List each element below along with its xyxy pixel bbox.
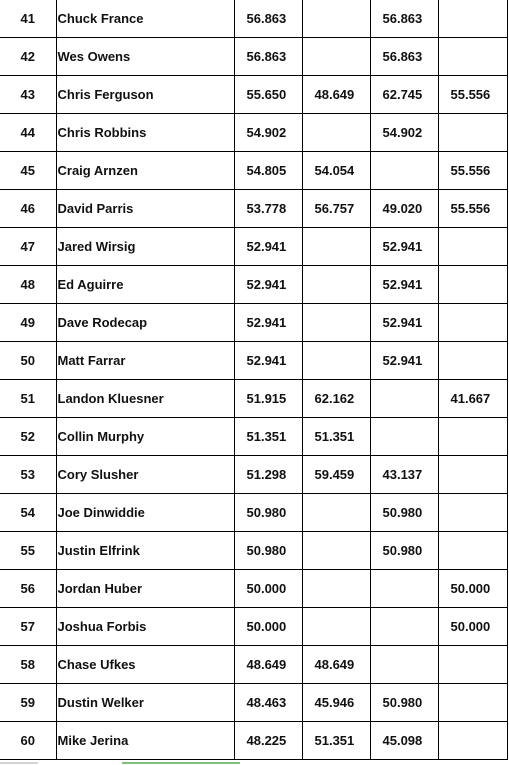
player-name-cell[interactable]: Mike Jerina (56, 722, 234, 760)
score-col-4-cell[interactable]: 55.556 (438, 152, 507, 190)
table-row (0, 418, 507, 456)
table-row (0, 684, 507, 722)
score-col-4-cell[interactable] (438, 684, 507, 722)
table-row (0, 266, 507, 304)
score-col-2-cell[interactable]: 45.946 (302, 684, 370, 722)
score-col-4-cell[interactable]: 41.667 (438, 380, 507, 418)
sheet-bottom-edge (0, 761, 509, 765)
player-name-cell[interactable]: Justin Elfrink (56, 532, 234, 570)
score-col-2-cell[interactable]: 54.054 (302, 152, 370, 190)
score-col-2-cell[interactable] (302, 266, 370, 304)
score-col-4-cell[interactable] (438, 342, 507, 380)
total-score-cell[interactable]: 55.650 (234, 76, 302, 114)
score-col-4-cell[interactable]: 55.556 (438, 76, 507, 114)
score-col-2-cell[interactable]: 62.162 (302, 380, 370, 418)
total-score-cell[interactable]: 56.863 (234, 38, 302, 76)
score-col-2-cell[interactable]: 51.351 (302, 722, 370, 760)
score-col-4-cell[interactable]: 50.000 (438, 608, 507, 646)
score-col-2-cell[interactable] (302, 304, 370, 342)
table-row (0, 570, 507, 608)
score-col-2-cell[interactable] (302, 114, 370, 152)
score-col-3-cell[interactable]: 52.941 (370, 304, 438, 342)
score-col-4-cell[interactable] (438, 532, 507, 570)
player-name-cell[interactable]: Chase Ufkes (56, 646, 234, 684)
player-name-cell[interactable]: Ed Aguirre (56, 266, 234, 304)
total-score-cell[interactable]: 50.980 (234, 532, 302, 570)
total-score-cell[interactable]: 54.902 (234, 114, 302, 152)
player-name-cell[interactable]: Chris Ferguson (56, 76, 234, 114)
score-col-3-cell[interactable]: 52.941 (370, 228, 438, 266)
rank-cell[interactable]: 51 (0, 380, 56, 418)
total-score-cell[interactable]: 56.863 (234, 0, 302, 38)
score-col-3-cell[interactable]: 54.902 (370, 114, 438, 152)
table-row (0, 76, 507, 114)
player-name-cell[interactable]: Cory Slusher (56, 456, 234, 494)
rank-cell[interactable]: 57 (0, 608, 56, 646)
score-col-3-cell[interactable] (370, 380, 438, 418)
player-name-cell[interactable]: Dave Rodecap (56, 304, 234, 342)
rank-cell[interactable]: 48 (0, 266, 56, 304)
player-name-cell[interactable]: Matt Farrar (56, 342, 234, 380)
rank-cell[interactable]: 60 (0, 722, 56, 760)
table-row (0, 38, 507, 76)
score-col-2-cell[interactable]: 51.351 (302, 418, 370, 456)
score-col-4-cell[interactable] (438, 646, 507, 684)
rank-cell[interactable]: 59 (0, 684, 56, 722)
total-score-cell[interactable]: 54.805 (234, 152, 302, 190)
rank-cell[interactable]: 41 (0, 0, 56, 38)
table-row (0, 722, 507, 760)
score-col-2-cell[interactable] (302, 342, 370, 380)
score-col-3-cell[interactable]: 49.020 (370, 190, 438, 228)
score-col-3-cell[interactable]: 45.098 (370, 722, 438, 760)
table-row (0, 304, 507, 342)
table-row (0, 608, 507, 646)
score-col-4-cell[interactable] (438, 266, 507, 304)
score-col-4-cell[interactable] (438, 304, 507, 342)
score-col-3-cell[interactable]: 52.941 (370, 266, 438, 304)
score-col-3-cell[interactable] (370, 608, 438, 646)
score-col-4-cell[interactable] (438, 228, 507, 266)
table-row (0, 342, 507, 380)
rank-cell[interactable]: 46 (0, 190, 56, 228)
player-name-cell[interactable]: David Parris (56, 190, 234, 228)
total-score-cell[interactable]: 48.225 (234, 722, 302, 760)
player-name-cell[interactable]: Chuck France (56, 0, 234, 38)
player-name-cell[interactable]: Chris Robbins (56, 114, 234, 152)
score-col-3-cell[interactable] (370, 646, 438, 684)
rank-cell[interactable]: 54 (0, 494, 56, 532)
score-col-2-cell[interactable]: 56.757 (302, 190, 370, 228)
rank-cell[interactable]: 50 (0, 342, 56, 380)
total-score-cell[interactable]: 51.298 (234, 456, 302, 494)
score-col-3-cell[interactable]: 43.137 (370, 456, 438, 494)
total-score-cell[interactable]: 51.915 (234, 380, 302, 418)
score-col-3-cell[interactable]: 50.980 (370, 532, 438, 570)
rank-cell[interactable]: 47 (0, 228, 56, 266)
score-col-2-cell[interactable]: 48.649 (302, 76, 370, 114)
total-score-cell[interactable]: 52.941 (234, 266, 302, 304)
score-col-4-cell[interactable] (438, 494, 507, 532)
score-col-3-cell[interactable]: 50.980 (370, 494, 438, 532)
table-row (0, 0, 507, 38)
score-col-3-cell[interactable] (370, 418, 438, 456)
rank-cell[interactable]: 53 (0, 456, 56, 494)
score-col-3-cell[interactable]: 52.941 (370, 342, 438, 380)
score-col-2-cell[interactable]: 48.649 (302, 646, 370, 684)
score-col-3-cell[interactable]: 50.980 (370, 684, 438, 722)
total-score-cell[interactable]: 53.778 (234, 190, 302, 228)
rank-cell[interactable]: 55 (0, 532, 56, 570)
player-name-cell[interactable]: Landon Kluesner (56, 380, 234, 418)
score-col-4-cell[interactable]: 55.556 (438, 190, 507, 228)
table-row (0, 494, 507, 532)
score-col-3-cell[interactable]: 56.863 (370, 0, 438, 38)
score-col-4-cell[interactable] (438, 456, 507, 494)
player-name-cell[interactable]: Joe Dinwiddie (56, 494, 234, 532)
player-name-cell[interactable]: Wes Owens (56, 38, 234, 76)
table-row (0, 532, 507, 570)
total-score-cell[interactable]: 48.463 (234, 684, 302, 722)
score-col-2-cell[interactable] (302, 532, 370, 570)
rank-cell[interactable]: 44 (0, 114, 56, 152)
score-col-4-cell[interactable] (438, 114, 507, 152)
player-name-cell[interactable]: Joshua Forbis (56, 608, 234, 646)
score-col-2-cell[interactable] (302, 228, 370, 266)
table-row (0, 228, 507, 266)
table-row (0, 152, 507, 190)
score-col-4-cell[interactable] (438, 418, 507, 456)
score-col-2-cell[interactable] (302, 0, 370, 38)
rank-cell[interactable]: 58 (0, 646, 56, 684)
total-score-cell[interactable]: 48.649 (234, 646, 302, 684)
total-score-cell[interactable]: 52.941 (234, 304, 302, 342)
table-row (0, 646, 507, 684)
total-score-cell[interactable]: 50.000 (234, 608, 302, 646)
score-col-3-cell[interactable]: 56.863 (370, 38, 438, 76)
rank-cell[interactable]: 43 (0, 76, 56, 114)
player-name-cell[interactable]: Craig Arnzen (56, 152, 234, 190)
total-score-cell[interactable]: 52.941 (234, 342, 302, 380)
rank-cell[interactable]: 52 (0, 418, 56, 456)
rank-cell[interactable]: 49 (0, 304, 56, 342)
table-row (0, 190, 507, 228)
scroll-track-segment (0, 762, 38, 764)
score-col-2-cell[interactable] (302, 570, 370, 608)
total-score-cell[interactable]: 50.980 (234, 494, 302, 532)
score-col-3-cell[interactable]: 62.745 (370, 76, 438, 114)
rank-cell[interactable]: 42 (0, 38, 56, 76)
rank-cell[interactable]: 56 (0, 570, 56, 608)
score-col-4-cell[interactable] (438, 38, 507, 76)
score-col-3-cell[interactable] (370, 152, 438, 190)
total-score-cell[interactable]: 51.351 (234, 418, 302, 456)
table-row (0, 114, 507, 152)
player-name-cell[interactable]: Collin Murphy (56, 418, 234, 456)
score-col-4-cell[interactable]: 50.000 (438, 570, 507, 608)
table-row (0, 380, 507, 418)
score-col-3-cell[interactable] (370, 570, 438, 608)
player-name-cell[interactable]: Jordan Huber (56, 570, 234, 608)
selection-indicator (122, 762, 240, 764)
table-row (0, 456, 507, 494)
total-score-cell[interactable]: 50.000 (234, 570, 302, 608)
score-col-2-cell[interactable] (302, 494, 370, 532)
score-col-2-cell[interactable] (302, 608, 370, 646)
score-col-2-cell[interactable]: 59.459 (302, 456, 370, 494)
rank-cell[interactable]: 45 (0, 152, 56, 190)
player-name-cell[interactable]: Jared Wirsig (56, 228, 234, 266)
total-score-cell[interactable]: 52.941 (234, 228, 302, 266)
score-col-4-cell[interactable] (438, 722, 507, 760)
score-col-2-cell[interactable] (302, 38, 370, 76)
player-name-cell[interactable]: Dustin Welker (56, 684, 234, 722)
score-col-4-cell[interactable] (438, 0, 507, 38)
